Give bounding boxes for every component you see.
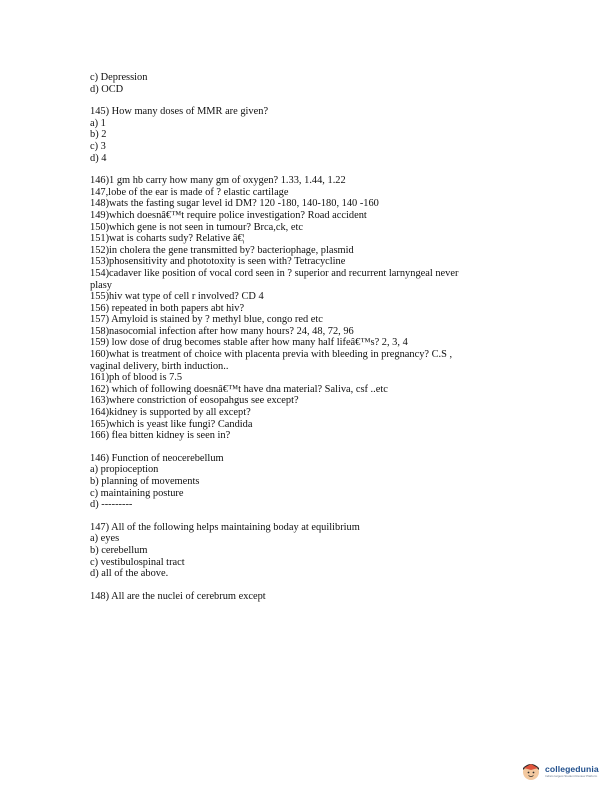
- text-line: 149)which doesnâ€™t require police investigation? Road accident: [90, 209, 367, 221]
- text-line: 147) All of the following helps maintaining boday at equilibrium: [90, 521, 360, 533]
- text-line: 148) All are the nuclei of cerebrum except: [90, 590, 266, 602]
- logo-name: collegedunia: [545, 764, 599, 774]
- text-line: d) all of the above.: [90, 568, 169, 580]
- text-line: 157) Amyloid is stained by ? methyl blue, congo red etc: [90, 314, 323, 326]
- text-line: 162) which of following doesnâ€™t have dna material? Saliva, csf ..etc: [90, 383, 388, 395]
- text-line: plasy: [90, 279, 112, 291]
- text-line: 155)hiv wat type of cell r involved? CD 4: [90, 291, 264, 303]
- text-line: c) vestibulospinal tract: [90, 556, 185, 568]
- text-line: a) propioception: [90, 464, 159, 476]
- paragraph-gap: [90, 95, 530, 106]
- text-line: b) planning of movements: [90, 476, 200, 487]
- text-line: 154)cadaver like position of vocal cord seen in ? superior and recurrent larnyngeal never: [90, 267, 459, 279]
- collegedunia-logo: [520, 758, 606, 784]
- text-line: c) 3: [90, 140, 106, 152]
- text-line: 158)nasocomial infection after how many hours? 24, 48, 72, 96: [90, 325, 354, 337]
- text-block: [90, 72, 530, 95]
- text-line: 156) repeated in both papers abt hiv?: [90, 302, 245, 314]
- text-line: 153)phosensitivity and phototoxity is seen with? Tetracycline: [90, 256, 346, 268]
- text-block: [90, 591, 530, 603]
- text-block: [90, 175, 530, 442]
- text-line: c) Depression: [90, 72, 148, 83]
- text-line: d) ---------: [90, 499, 133, 511]
- text-line: 166) flea bitten kidney is seen in?: [90, 430, 231, 442]
- text-line: 146) Function of neocerebellum: [90, 452, 224, 464]
- text-line: 151)wat is coharts sudy? Relative â€¦: [90, 233, 245, 245]
- student-face-icon: [520, 760, 542, 782]
- text-line: d) 4: [90, 152, 107, 164]
- text-block: [90, 453, 530, 511]
- text-line: 152)in cholera the gene transmitted by? bacteriophage, plasmid: [90, 244, 354, 256]
- text-line: c) maintaining posture: [90, 487, 184, 499]
- text-line: d) OCD: [90, 83, 124, 95]
- text-line: 148)wats the fasting sugar level id DM? 120 -180, 140-180, 140 -160: [90, 198, 379, 210]
- logo-tagline: India's largest Student Review Platform: [545, 774, 598, 778]
- text-line: 147,lobe of the ear is made of ? elastic cartilage: [90, 186, 289, 198]
- paragraph-gap: [90, 442, 530, 453]
- paragraph-gap: [90, 580, 530, 591]
- text-line: a) 1: [90, 117, 106, 129]
- text-line: 165)which is yeast like fungi? Candida: [90, 418, 253, 430]
- text-block: [90, 522, 530, 580]
- text-line: b) 2: [90, 129, 107, 141]
- text-block: [90, 106, 530, 164]
- text-line: a) eyes: [90, 533, 120, 545]
- text-line: 145) How many doses of MMR are given?: [90, 106, 269, 118]
- text-line: 164)kidney is supported by all except?: [90, 407, 251, 419]
- text-line: 160)what is treatment of choice with placenta previa with bleeding in pregnancy? C.S ,: [90, 349, 453, 361]
- paragraph-gap: [90, 164, 530, 175]
- text-line: vaginal delivery, birth induction..: [90, 360, 229, 372]
- document-body: [90, 72, 530, 602]
- text-line: 146)1 gm hb carry how many gm of oxygen? 1.33, 1.44, 1.22: [90, 175, 346, 187]
- paragraph-gap: [90, 511, 530, 522]
- text-line: 159) low dose of drug becomes stable after how many half lifeâ€™s? 2, 3, 4: [90, 337, 408, 349]
- text-line: 150)which gene is not seen in tumour? Brca,ck, etc: [90, 221, 303, 233]
- text-line: b) cerebellum: [90, 544, 148, 556]
- text-line: 163)where constriction of eosopahgus see except?: [90, 395, 299, 407]
- question-blocks: [90, 72, 530, 602]
- text-line: 161)ph of blood is 7.5: [90, 372, 183, 384]
